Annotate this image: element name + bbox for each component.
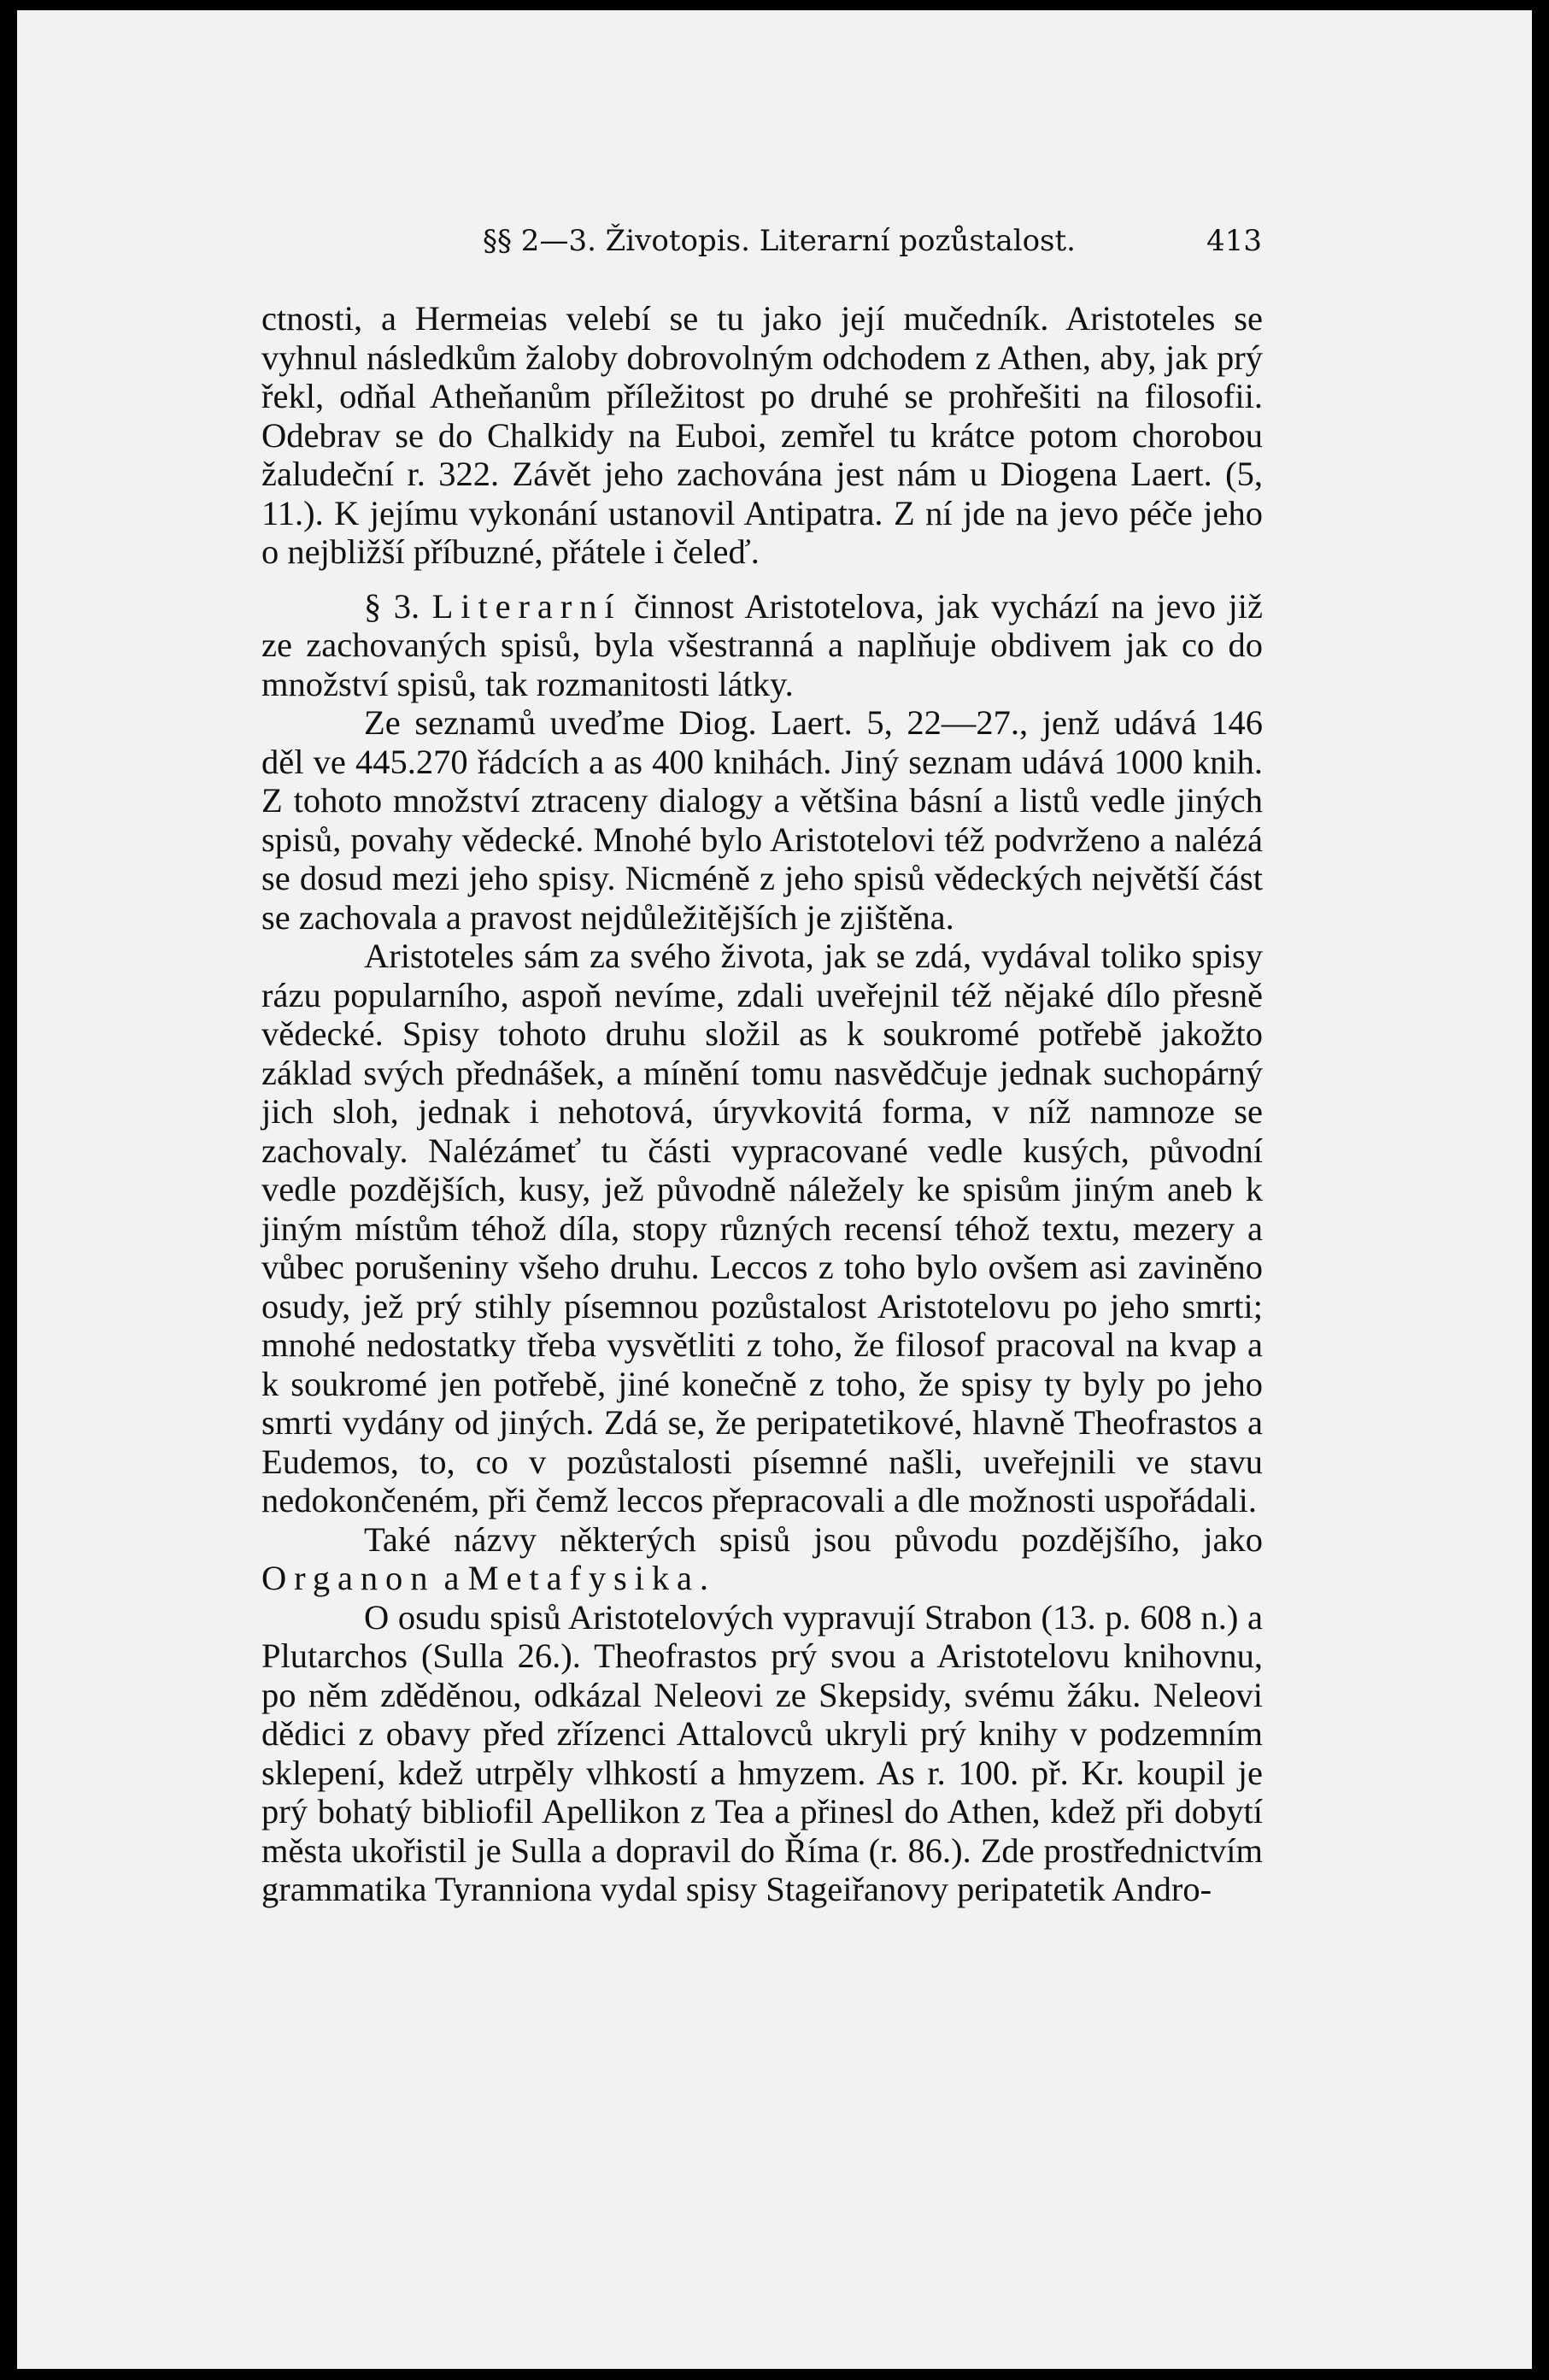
book-page <box>17 10 1532 2369</box>
paragraph-1: ctnosti, a Hermeias velebí se tu jako její mučedník. Aristoteles se vyhnul následkům žaloby dobrovolným odchodem z Athen, aby, jak prý řekl, odňal Atheňanům příležitost po druhé se prohřešiti na filosofii. Odebrav se do Chalkidy na Euboi, zemřel tu krátce potom chorobou žaludeční r. 322. Závět jeho zachována jest nám u Diogena Laert. (5, 11.). K jejímu vykonání ustanovil Antipatra. Z ní jde na jevo péče jeho o nejbližší příbuzné, přátele i čeleď. <box>261 299 1263 571</box>
period: . <box>699 1559 709 1597</box>
running-head: §§ 2—3. Životopis. Literarní pozůstalost. <box>483 224 1076 258</box>
paragraph-2 <box>261 587 1263 704</box>
paragraph-5 <box>261 1520 1263 1598</box>
page-number: 413 <box>1206 224 1262 258</box>
spaced-term-literarni: Literarní <box>431 586 622 626</box>
spaced-term-organon: Organon <box>261 1559 436 1597</box>
paragraph-3: Ze seznamů uveďme Diog. Laert. 5, 22—27., jenž udává 146 děl ve 445.270 řádcích a as 400 knihách. Jiný seznam udává 1000 knih. Z tohoto množství ztraceny dialogy a většina básní a listů vedle jiných spisů, povahy vědecké. Mnohé bylo Aristotelovi též podvrženo a nalézá se dosud mezi jeho spisy. Nicméně z jeho spisů vědeckých největší část se zachovala a pravost nejdůležitějších je zjištěna. <box>261 703 1263 937</box>
page-header <box>483 224 1262 267</box>
section-mark: § 3. <box>364 586 420 626</box>
conjunction: a <box>443 1559 460 1597</box>
paragraph-4: Aristoteles sám za svého života, jak se zdá, vydával toliko spisy rázu popularního, aspoň nevíme, zdali uveřejnil též nějaké dílo přesně vědecké. Spisy tohoto druhu složil as k soukromé potřebě jakožto základ svých přednášek, a mínění tomu nasvědčuje jednak suchopárný jich sloh, jednak i nehotová, úryvkovitá forma, v níž namnoze se zachovaly. Nalézámeť tu části vypracované vedle kusých, původní vedle pozdějších, kusy, jež původně náležely ke spisům jiným aneb k jiným místům téhož díla, stopy různých recensí téhož textu, mezery a vůbec porušeniny všeho druhu. Leccos z toho bylo ovšem asi zaviněno osudy, jež prý stihly písemnou pozůstalost Aristotelovu po jeho smrti; mnohé nedostatky třeba vysvětliti z toho, že filosof pracoval na kvap a k soukromé jen potřebě, jiné konečně z toho, že spisy ty byly po jeho smrti vydány od jiných. Zdá se, že peripatetikové, hlavně Theofrastos a Eudemos, to, co v pozůstalosti písemné našli, uveřejnili ve stavu nedokončeném, při čemž leccos přepracovali a dle možnosti uspořádali. <box>261 937 1263 1519</box>
spaced-term-metafysika: Metafysika <box>467 1559 700 1597</box>
paragraph-2-text: činnost Aristotelova, jak vychází na jevo již ze zachovaných spisů, byla všestranná a naplňuje obdivem jak co do množství spisů, tak rozmanitosti látky. <box>261 586 1264 703</box>
paragraph-6: O osudu spisů Aristotelových vypravují Strabon (13. p. 608 n.) a Plutarchos (Sulla 26.). Theofrastos prý svou a Aristotelovu knihovnu, po něm zděděnou, odkázal Neleovi ze Skepsidy, svému žáku. Neleovi dědici z obavy před zřízenci Attalovců ukryli prý knihy v podzemním sklepení, kdež utrpěly vlhkostí a hmyzem. As r. 100. př. Kr. koupil je prý bohatý bibliofil Apellikon z Tea a přinesl do Athen, kdež při dobytí města ukořistil je Sulla a dopravil do Říma (r. 86.). Zde prostřednictvím grammatika Tyranniona vydal spisy Stageiřanovy peripatetik Andro- <box>261 1597 1263 1908</box>
body-text <box>261 299 1263 1909</box>
paragraph-5-text: Také názvy některých spisů jsou původu pozdějšího, jako <box>364 1519 1263 1559</box>
